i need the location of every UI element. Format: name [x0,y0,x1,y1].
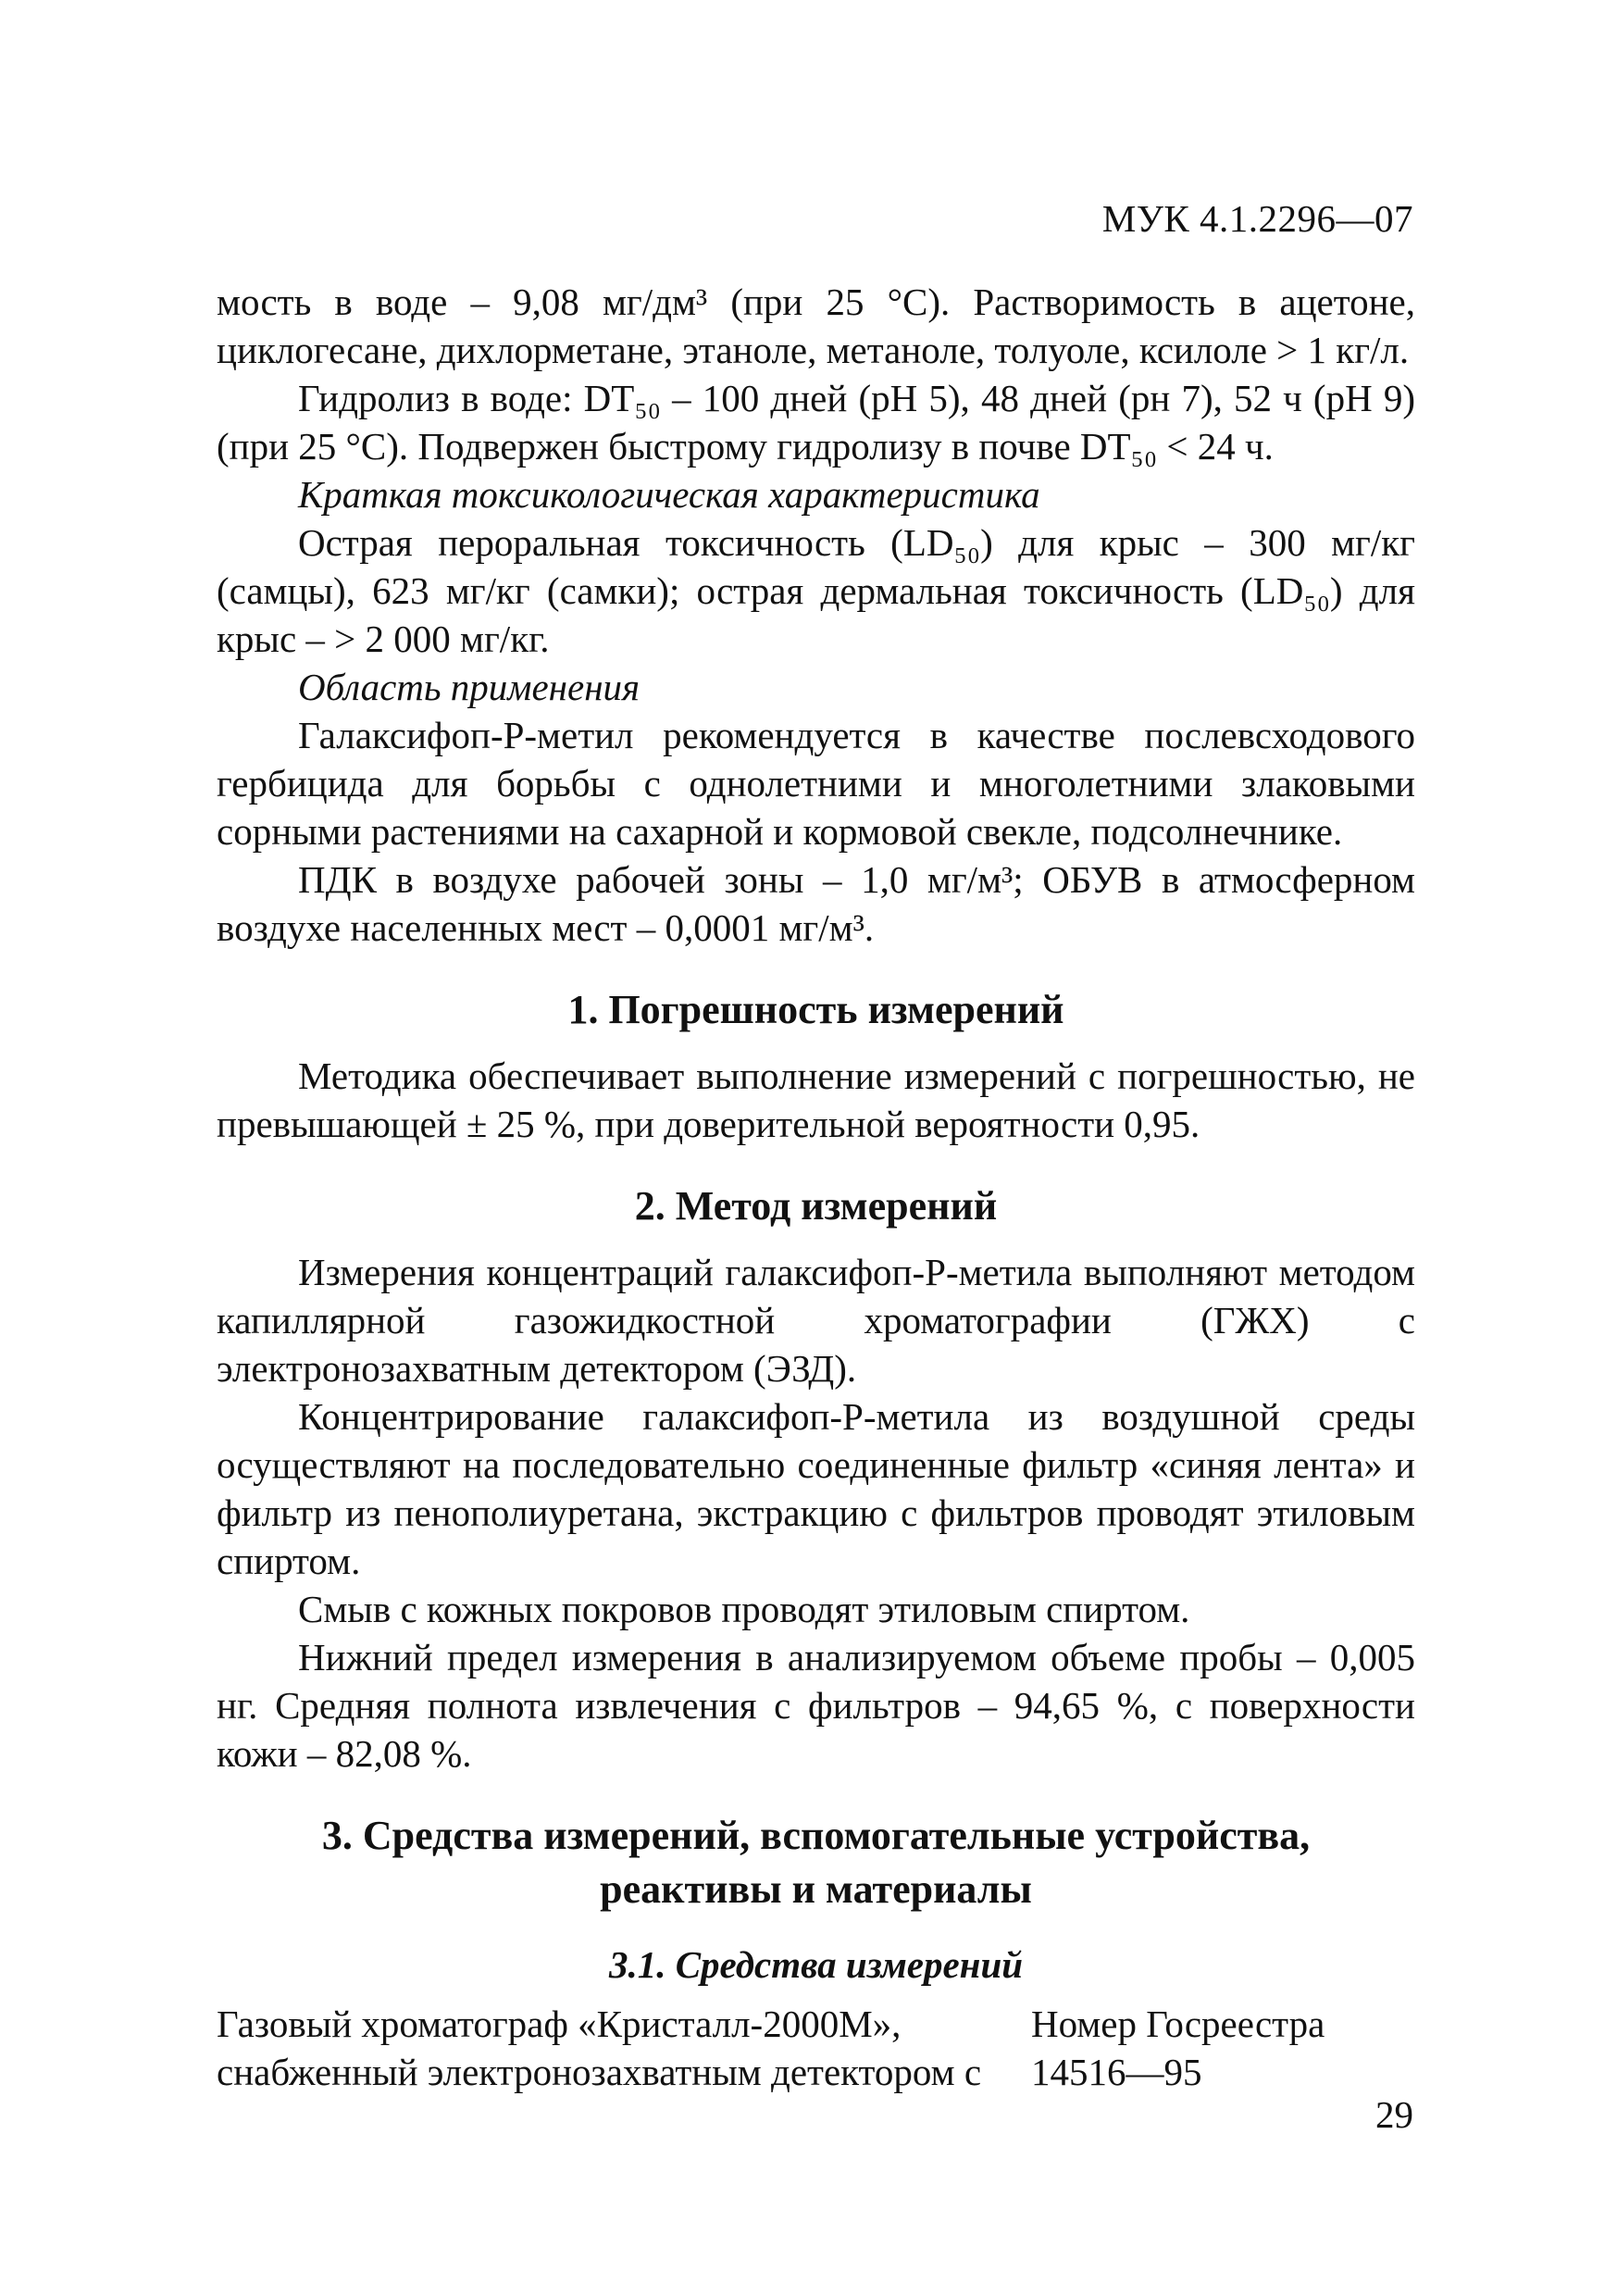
section-3-title-line-2: реактивы и материалы [600,1866,1032,1912]
table-row [217,2000,1415,2048]
section-1-paragraph: Методика обеспечивает выполнение измерений с погрешностью, не превышающей ± 25 %, при доверительной вероятности 0,95. [217,1054,1415,1145]
section-2-paragraph-3: Смыв с кожных покровов проводят этиловым спиртом. [298,1588,1190,1630]
section-2-paragraph-2: Концентрирование галаксифоп-Р-метила из воздушной среды осуществляют на последовательно соединенные фильтр «синяя лента» и фильтр из пенополиуретана, экстракцию с фильтров проводят этиловым спиртом. [217,1395,1415,1582]
toxicology-heading: Краткая токсикологическая характеристика [298,473,1040,516]
section-3-title-line-1: 3. Средства измерений, вспомогательные устройства, [321,1813,1311,1858]
hydrolysis-paragraph: Гидролиз в воде: DT₅₀ – 100 дней (рН 5), 48 дней (рн 7), 52 ч (рН 9) (при 25 °С). Подвержен быстрому гидролизу в почве DT₅₀ < 24 ч. [217,377,1415,468]
table-row [217,2048,1415,2096]
instrument-name-cell: снабженный электронозахватным детектором с [217,2051,982,2093]
application-heading: Область применения [298,666,641,708]
instruments-table [217,2000,1415,2096]
pdk-paragraph: ПДК в воздухе рабочей зоны – 1,0 мг/м³; ОБУВ в атмосферном воздухе населенных мест – 0,0001 мг/м³. [217,858,1415,949]
registry-cell: Номер Госреестра [1031,2003,1325,2045]
section-2-paragraph-1: Измерения концентраций галаксифоп-Р-метила выполняют методом капиллярной газожидкостной хроматографии (ГЖХ) с электронозахватным детектором (ЭЗД). [217,1251,1415,1390]
document-code-header: МУК 4.1.2296—07 [1101,197,1413,240]
page-content [217,278,1415,2096]
instrument-name-cell: Газовый хроматограф «Кристалл-2000М», [217,2003,902,2045]
section-3-title [217,1809,1415,1916]
registry-cell: 14516—95 [1031,2051,1202,2093]
section-1-title: 1. Погрешность измерений [567,987,1064,1032]
solubility-paragraph: мость в воде – 9,08 мг/дм³ (при 25 °С). Растворимость в ацетоне, циклогесане, дихлорметане, этаноле, метаноле, толуоле, ксилоле > 1 кг/л. [217,281,1415,371]
subsection-3-1-title: 3.1. Средства измерений [608,1943,1024,1986]
application-paragraph: Галаксифоп-Р-метил рекомендуется в качестве послевсходового гербицида для борьбы с однолетними и многолетними злаковыми сорными растениями на сахарной и кормовой свекле, подсолнечнике. [217,714,1415,853]
toxicology-paragraph: Острая пероральная токсичность (LD₅₀) для крыс – 300 мг/кг (самцы), 623 мг/кг (самки); острая дермальная токсичность (LD₅₀) для крыс – > 2 000 мг/кг. [217,521,1415,660]
section-2-title: 2. Метод измерений [634,1183,998,1229]
section-2-paragraph-4: Нижний предел измерения в анализируемом объеме пробы – 0,005 нг. Средняя полнота извлечения с фильтров – 94,65 %, с поверхности кожи – 82,08 %. [217,1636,1415,1775]
page-number: 29 [1375,2093,1413,2136]
